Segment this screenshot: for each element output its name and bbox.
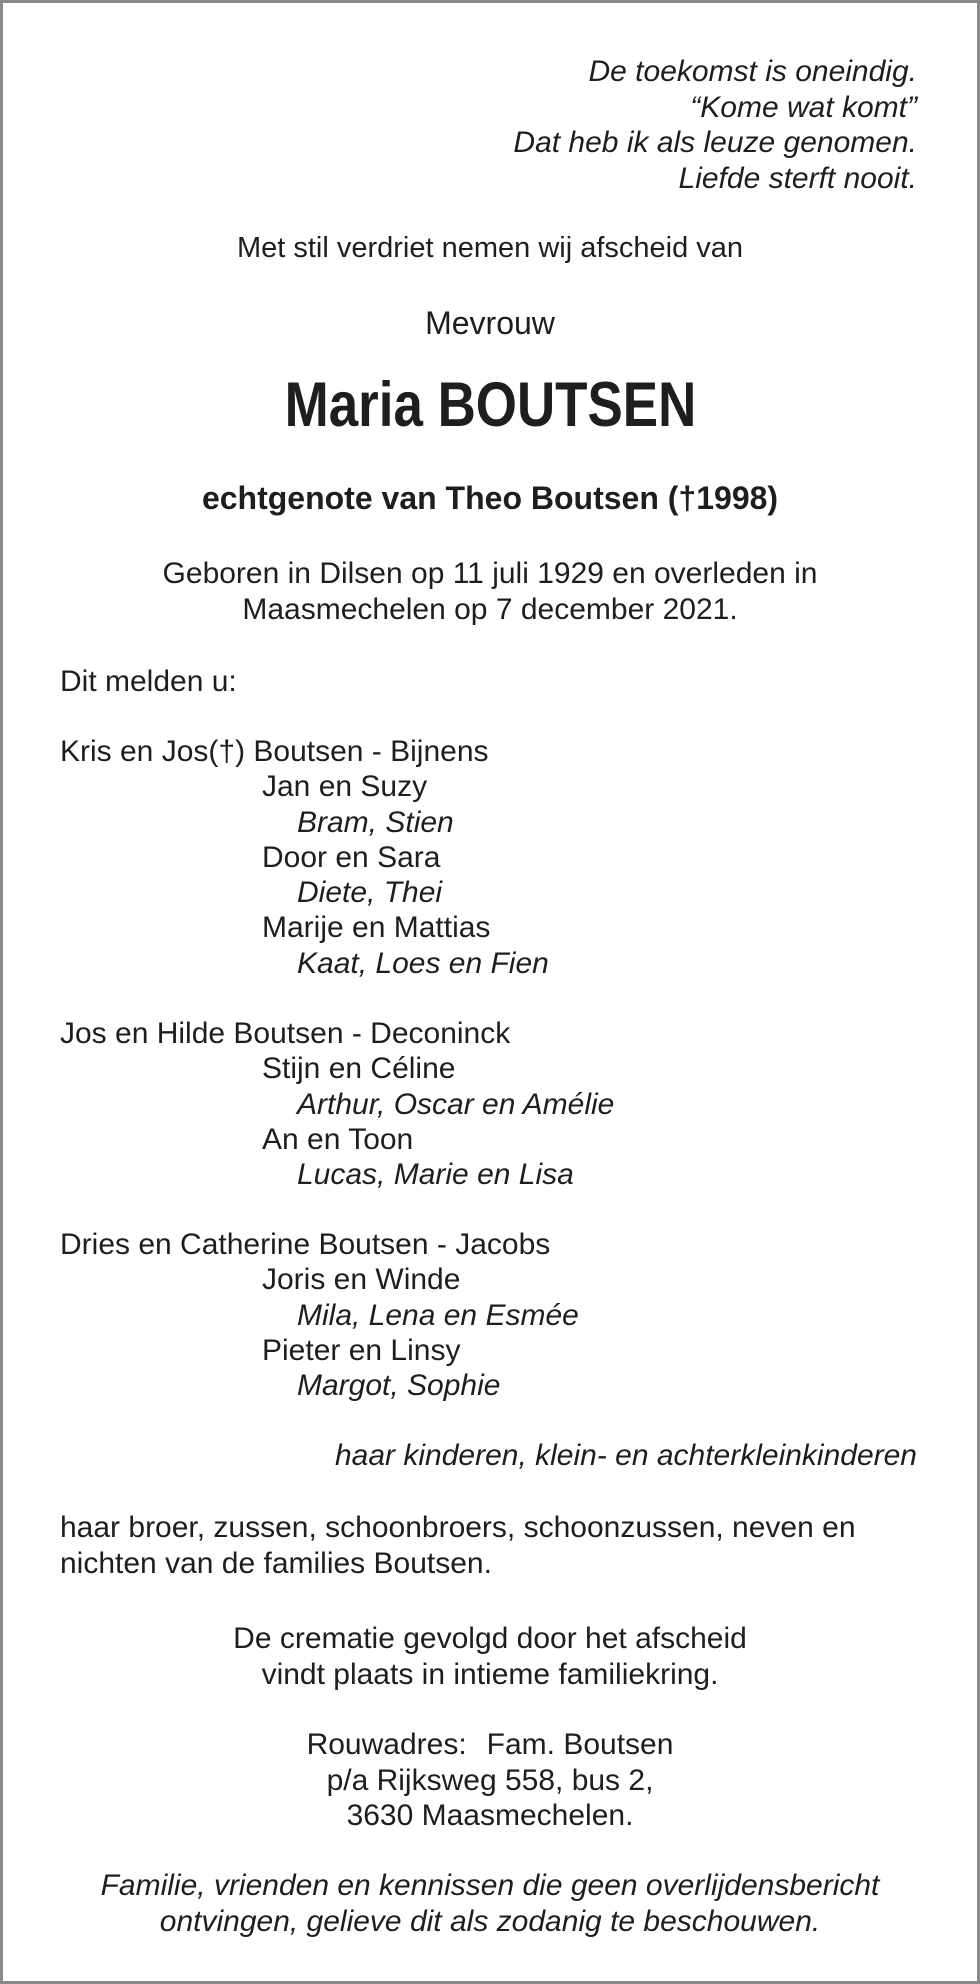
notice-line: Familie, vrienden en kennissen die geen overlijdensbericht (100, 1869, 880, 1902)
cremation-line: vindt plaats in intieme familiekring. (261, 1657, 719, 1691)
child-couple: Door en Sara (262, 840, 441, 874)
announce-text: Dit melden u: (60, 665, 237, 698)
family-head: Dries en Catherine Boutsen - Jacobs (60, 1228, 551, 1261)
grandchildren: Arthur, Oscar en Amélie (297, 1087, 615, 1121)
birth-death-info (3, 556, 977, 627)
siblings-line: haar broer, zussen, schoonbroers, schoonzussen, neven en (60, 1511, 856, 1544)
poem-line: De toekomst is oneindig. (588, 55, 917, 88)
birth-death-line: Maasmechelen op 7 december 2021. (242, 592, 738, 626)
poem (513, 54, 917, 196)
grandchildren: Lucas, Marie en Lisa (297, 1158, 574, 1192)
child-couple: Jan en Suzy (262, 770, 428, 804)
address-name-line (3, 1727, 977, 1763)
grandchildren: Bram, Stien (297, 805, 454, 839)
family-block (60, 734, 549, 981)
grandchildren: Margot, Sophie (297, 1369, 501, 1403)
deceased-name: Maria BOUTSEN (284, 370, 697, 440)
closing-notice (3, 1868, 977, 1939)
address-name: Fam. Boutsen (486, 1728, 674, 1761)
child-couple: Marije en Mattias (262, 911, 491, 945)
family-block (60, 1016, 614, 1192)
child-couple: Pieter en Linsy (262, 1333, 461, 1367)
grandchildren: Mila, Lena en Esmée (297, 1298, 579, 1332)
poem-line: Dat heb ik als leuze genomen. (513, 126, 917, 159)
siblings-text (60, 1510, 856, 1581)
kids-summary-line: haar kinderen, klein- en achterkleinkinderen (334, 1439, 917, 1472)
intro-text: Met stil verdriet nemen wij afscheid van (236, 232, 744, 264)
address-city: 3630 Maasmechelen. (346, 1799, 634, 1832)
mourning-address (3, 1727, 977, 1834)
child-couple: Stijn en Céline (262, 1052, 456, 1086)
family-head: Jos en Hilde Boutsen - Deconinck (60, 1017, 511, 1050)
child-couple: Joris en Winde (262, 1263, 461, 1297)
grandchildren: Kaat, Loes en Fien (297, 946, 549, 980)
cremation-line: De crematie gevolgd door het afscheid (233, 1622, 747, 1655)
notice-line: ontvingen, gelieve dit als zodanig te beschouwen. (159, 1904, 821, 1938)
cremation-info (3, 1621, 977, 1692)
spouse-line: echtgenote van Theo Boutsen (†1998) (201, 480, 779, 516)
birth-death-line: Geboren in Dilsen op 11 juli 1929 en overleden in (162, 557, 818, 590)
address-label: Rouwadres: (306, 1728, 467, 1761)
family-block (60, 1227, 579, 1403)
family-head: Kris en Jos(†) Boutsen - Bijnens (60, 735, 489, 768)
poem-line: “Kome wat komt” (690, 90, 917, 124)
salutation: Mevrouw (425, 305, 555, 341)
siblings-line: nichten van de families Boutsen. (60, 1546, 492, 1580)
child-couple: An en Toon (262, 1122, 414, 1156)
poem-line: Liefde sterft nooit. (678, 161, 917, 195)
grandchildren: Diete, Thei (297, 876, 443, 910)
address-street: p/a Rijksweg 558, bus 2, (326, 1763, 654, 1797)
